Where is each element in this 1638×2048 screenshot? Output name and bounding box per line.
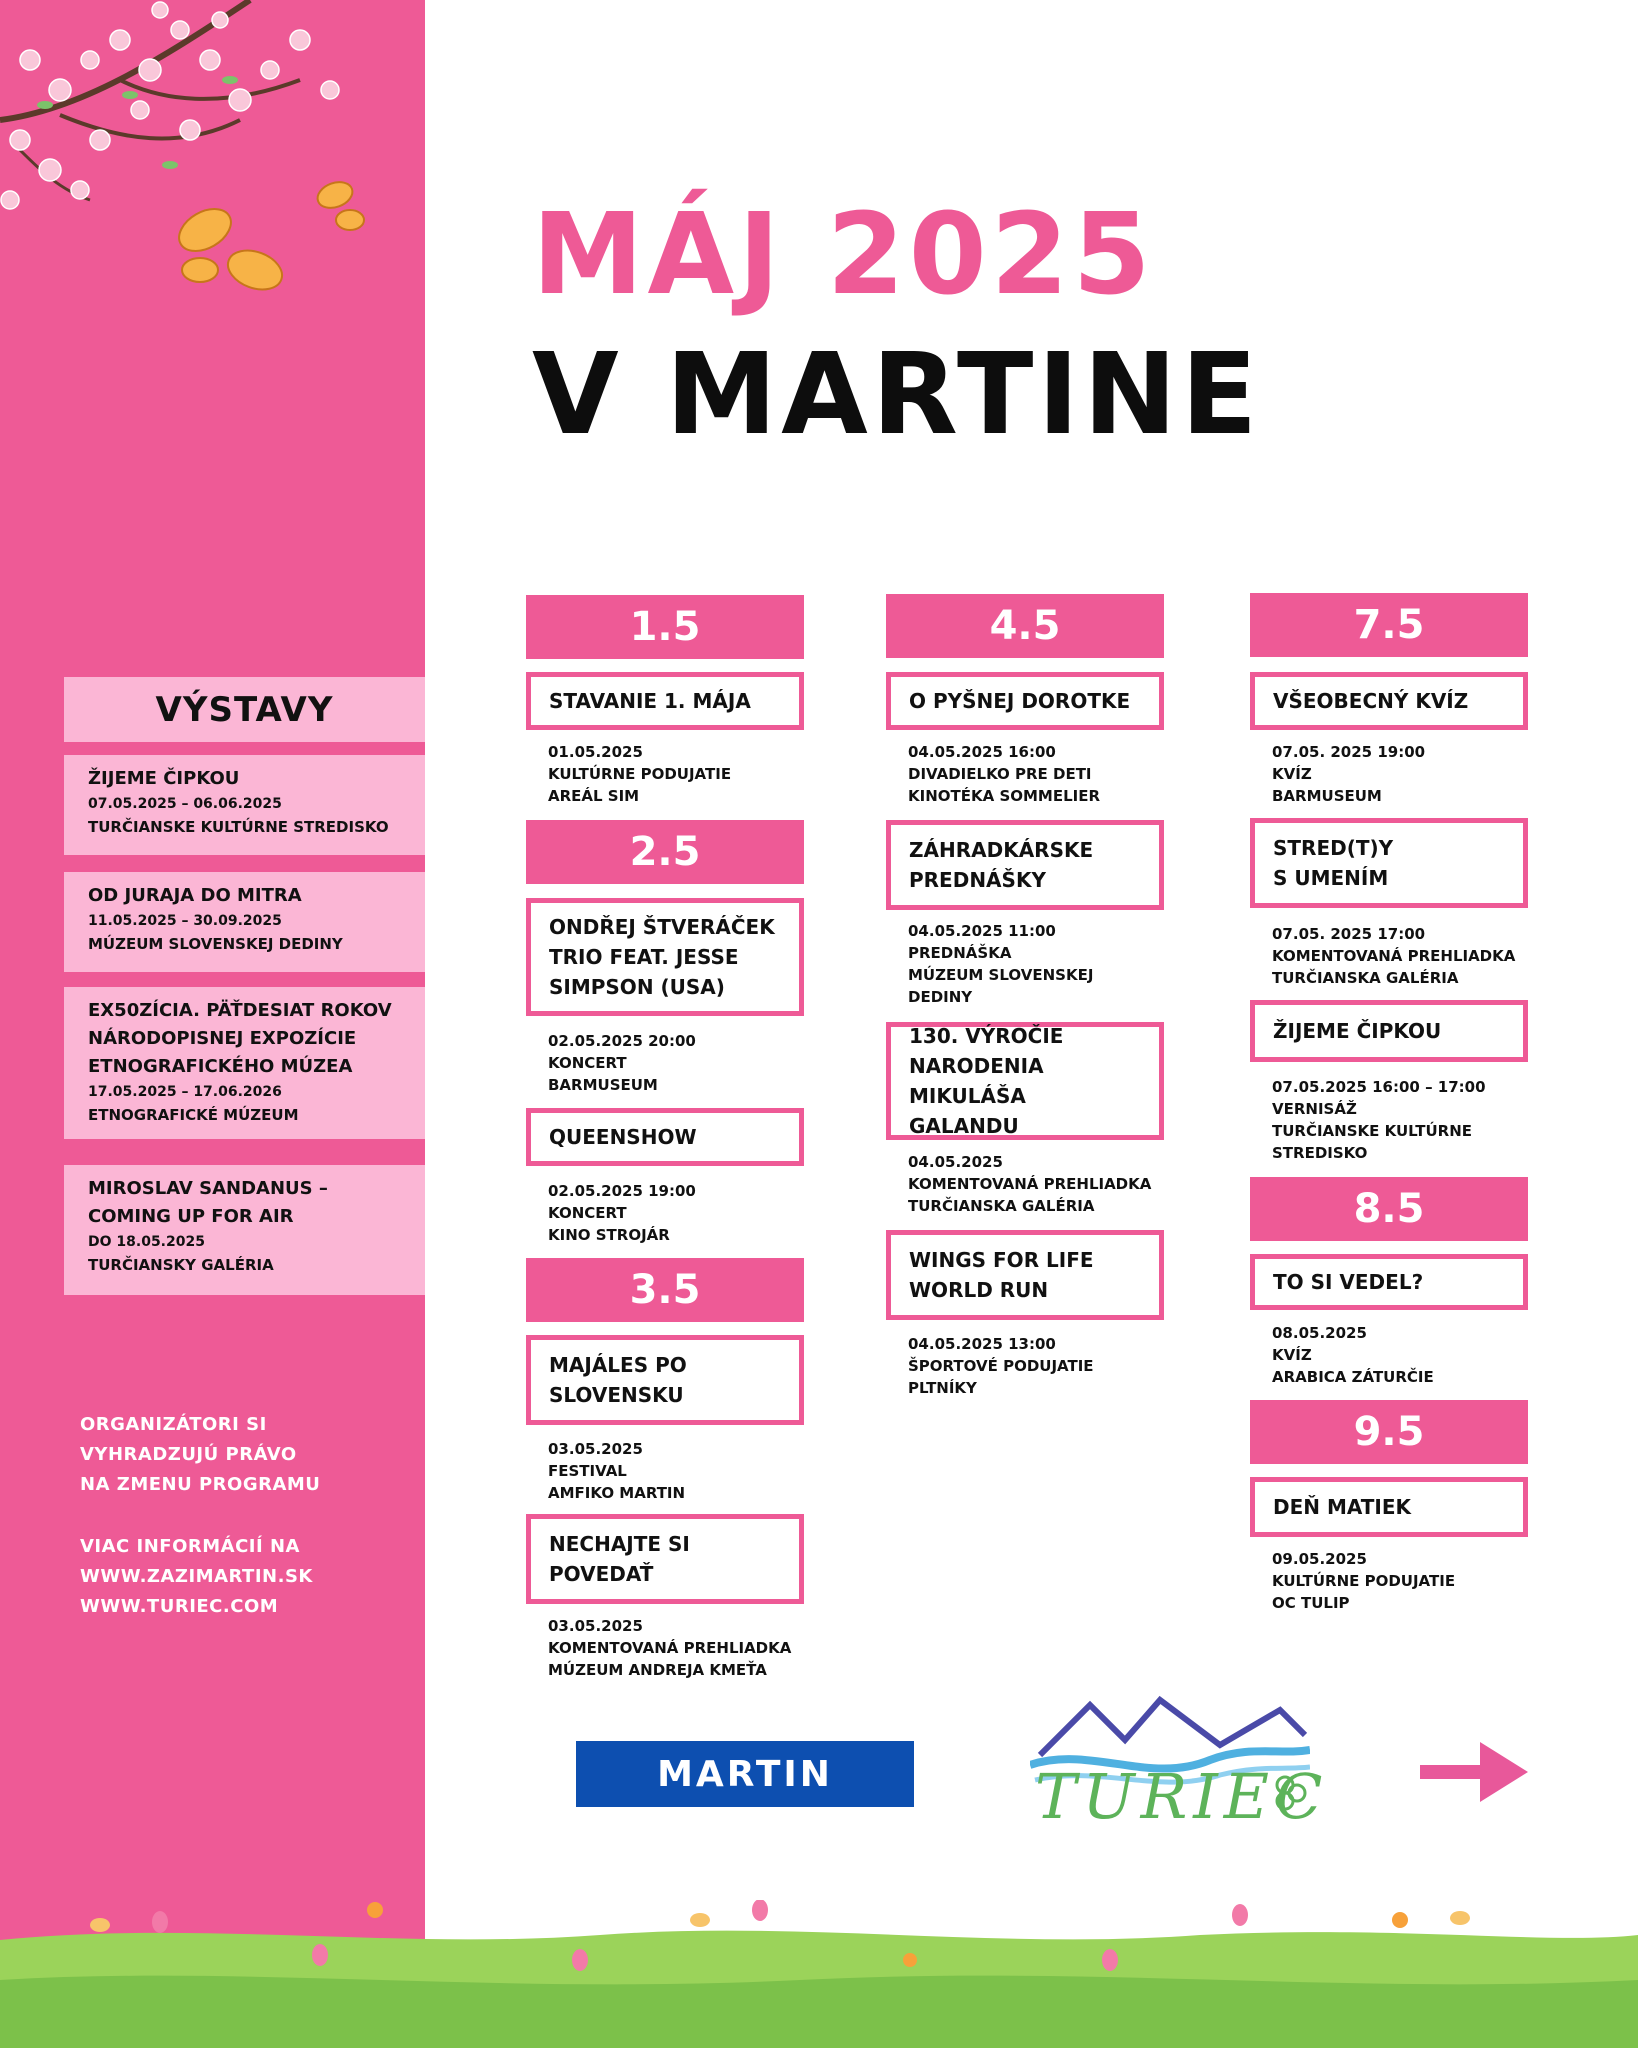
exhibition-item: [64, 1165, 425, 1295]
event-type: KONCERT: [548, 1204, 627, 1222]
event-date: 07.05. 2025 19:00: [1272, 743, 1426, 761]
exhibition-dates: 07.05.2025 – 06.06.2025: [88, 796, 282, 812]
event-title-box: [886, 1230, 1164, 1320]
event-date: 04.05.2025: [908, 1153, 1003, 1171]
event-title: WINGS FOR LIFE: [909, 1248, 1094, 1272]
event-title-box: [1250, 672, 1528, 730]
event-place: TURČIANSKE KULTÚRNE: [1272, 1122, 1472, 1140]
exhibition-place: MÚZEUM SLOVENSKEJ DEDINY: [88, 935, 343, 953]
event-date: 04.05.2025 16:00: [908, 743, 1056, 761]
event-type: KULTÚRNE PODUJATIE: [1272, 1572, 1456, 1590]
event-title-box: [1250, 818, 1528, 908]
event-type: ŠPORTOVÉ PODUJATIE: [908, 1357, 1094, 1375]
exhibition-dates: DO 18.05.2025: [88, 1234, 205, 1250]
day-header: 9.5: [1250, 1400, 1528, 1464]
event-details: [1272, 741, 1562, 807]
event-details: [1272, 1322, 1562, 1388]
event-date: 04.05.2025 13:00: [908, 1335, 1056, 1353]
event-place: TURČIANSKA GALÉRIA: [908, 1197, 1095, 1215]
event-date: 03.05.2025: [548, 1440, 643, 1458]
event-title: PREDNÁŠKY: [909, 868, 1046, 892]
event-title-box: [886, 1022, 1164, 1140]
disclaimer-line: ORGANIZÁTORI SI: [80, 1414, 267, 1435]
event-place: ARABICA ZÁTURČIE: [1272, 1368, 1434, 1386]
event-date: 03.05.2025: [548, 1617, 643, 1635]
event-title: ŽIJEME ČIPKOU: [1273, 1019, 1442, 1043]
event-place: AMFIKO MARTIN: [548, 1484, 686, 1502]
event-title-box: [526, 1335, 804, 1425]
event-title-box: [886, 672, 1164, 730]
page-subtitle: V MARTINE: [532, 330, 1262, 460]
event-date: 07.05.2025 16:00 – 17:00: [1272, 1078, 1486, 1096]
event-type: FESTIVAL: [548, 1462, 627, 1480]
event-title: DEŇ MATIEK: [1273, 1495, 1412, 1519]
event-place: BARMUSEUM: [548, 1076, 658, 1094]
martin-logo: MARTIN: [576, 1741, 914, 1807]
event-title-box: [526, 898, 804, 1016]
event-title: STRED(T)Y: [1273, 836, 1394, 860]
event-type: PREDNÁŠKA: [908, 944, 1012, 962]
event-title-box: [1250, 1254, 1528, 1310]
exhibitions-heading: VÝSTAVY: [64, 677, 425, 742]
disclaimer-note: [80, 1410, 410, 1500]
event-place: PLTNÍKY: [908, 1379, 977, 1397]
grass-decoration: [0, 1900, 1638, 2048]
event-title-box: [1250, 1000, 1528, 1062]
event-date: 01.05.2025: [548, 743, 643, 761]
more-info-line: VIAC INFORMÁCIÍ NA: [80, 1536, 300, 1557]
event-title: NECHAJTE SI: [549, 1532, 690, 1556]
arrow-right-icon[interactable]: [1420, 1737, 1530, 1807]
event-date: 09.05.2025: [1272, 1550, 1367, 1568]
day-header: 7.5: [1250, 593, 1528, 657]
event-date: 04.05.2025 11:00: [908, 922, 1056, 940]
event-title-box: [886, 820, 1164, 910]
event-title-box: [526, 1514, 804, 1604]
event-place: KINO STROJÁR: [548, 1226, 670, 1244]
event-details: [548, 1180, 838, 1246]
exhibition-name: EX50ZÍCIA. PÄŤDESIAT ROKOV NÁRODOPISNEJ EXPOZÍCIE ETNOGRAFICKÉHO MÚZEA: [88, 1000, 392, 1077]
event-title: STAVANIE 1. MÁJA: [549, 689, 751, 713]
event-details: [548, 1438, 838, 1504]
event-title: ZÁHRADKÁRSKE: [909, 838, 1094, 862]
turiec-logo: TURIEC: [1035, 1760, 1329, 1833]
event-type: VERNISÁŽ: [1272, 1100, 1357, 1118]
sidebar: [0, 0, 425, 2048]
event-details: [1272, 1548, 1562, 1614]
day-header: 4.5: [886, 594, 1164, 658]
event-details: [908, 1151, 1198, 1217]
event-details: [548, 741, 838, 807]
event-title-box: [526, 672, 804, 730]
event-type: DIVADIELKO PRE DETI: [908, 765, 1092, 783]
butterfly-icon: [172, 178, 364, 297]
event-type: KVÍZ: [1272, 1346, 1312, 1364]
day-header: 1.5: [526, 595, 804, 659]
event-date: 08.05.2025: [1272, 1324, 1367, 1342]
event-place: DEDINY: [908, 988, 973, 1006]
event-title: MIKULÁŠA GALANDU: [909, 1084, 1026, 1138]
event-title: TO SI VEDEL?: [1273, 1270, 1424, 1294]
event-date: 02.05.2025 20:00: [548, 1032, 696, 1050]
event-type: KULTÚRNE PODUJATIE: [548, 765, 732, 783]
event-title: 130. VÝROČIE: [909, 1024, 1064, 1048]
day-header: 8.5: [1250, 1177, 1528, 1241]
event-title: SLOVENSKU: [549, 1383, 684, 1407]
butterfly-icon: [90, 1911, 1470, 1932]
website-link[interactable]: WWW.TURIEC.COM: [80, 1596, 279, 1617]
disclaimer-line: VYHRADZUJÚ PRÁVO: [80, 1444, 297, 1465]
event-details: [548, 1615, 838, 1681]
event-title: TRIO FEAT. JESSE: [549, 945, 739, 969]
event-title-box: [1250, 1477, 1528, 1537]
exhibition-item: [64, 987, 425, 1139]
event-date: 07.05. 2025 17:00: [1272, 925, 1426, 943]
event-details: [908, 741, 1198, 807]
exhibition-place: ETNOGRAFICKÉ MÚZEUM: [88, 1106, 299, 1124]
event-title: POVEDAŤ: [549, 1562, 654, 1586]
more-info-note: [80, 1532, 410, 1622]
event-date: 02.05.2025 19:00: [548, 1182, 696, 1200]
event-title: ONDŘEJ ŠTVERÁČEK: [549, 915, 775, 939]
event-type: KOMENTOVANÁ PREHLIADKA: [908, 1175, 1152, 1193]
event-place: MÚZEUM ANDREJA KMEŤA: [548, 1661, 767, 1679]
event-type: KOMENTOVANÁ PREHLIADKA: [548, 1639, 792, 1657]
event-place: STREDISKO: [1272, 1144, 1368, 1162]
event-type: KONCERT: [548, 1054, 627, 1072]
page-title: MÁJ 2025: [532, 190, 1155, 320]
event-title: MAJÁLES PO: [549, 1353, 687, 1377]
event-details: [1272, 923, 1562, 989]
exhibition-name: ŽIJEME ČIPKOU: [88, 768, 240, 789]
exhibition-name: OD JURAJA DO MITRA: [88, 885, 302, 906]
disclaimer-line: NA ZMENU PROGRAMU: [80, 1474, 321, 1495]
event-title: VŠEOBECNÝ KVÍZ: [1273, 689, 1469, 713]
exhibition-place: TURČIANSKE KULTÚRNE STREDISKO: [88, 818, 389, 836]
event-details: [548, 1030, 838, 1096]
day-header: 3.5: [526, 1258, 804, 1322]
event-place: AREÁL SIM: [548, 787, 640, 805]
event-title: WORLD RUN: [909, 1278, 1049, 1302]
event-type: KVÍZ: [1272, 765, 1312, 783]
event-details: [1272, 1076, 1562, 1164]
event-place: BARMUSEUM: [1272, 787, 1382, 805]
event-title: SIMPSON (USA): [549, 975, 725, 999]
event-details: [908, 920, 1198, 1008]
event-type: KOMENTOVANÁ PREHLIADKA: [1272, 947, 1516, 965]
exhibition-place: TURČIANSKY GALÉRIA: [88, 1256, 274, 1274]
event-title: NARODENIA: [909, 1054, 1044, 1078]
event-place: TURČIANSKA GALÉRIA: [1272, 969, 1459, 987]
exhibition-name: MIROSLAV SANDANUS – COMING UP FOR AIR: [88, 1178, 328, 1227]
event-title: QUEENSHOW: [549, 1125, 697, 1149]
exhibition-item: [64, 872, 425, 972]
event-title-box: [526, 1108, 804, 1166]
event-title: S UMENÍM: [1273, 866, 1389, 890]
event-place: KINOTÉKA SOMMELIER: [908, 787, 1101, 805]
blossom-branch-icon: [0, 0, 400, 300]
exhibition-item: [64, 755, 425, 855]
event-details: [908, 1333, 1198, 1399]
day-header: 2.5: [526, 820, 804, 884]
event-title: O PYŠNEJ DOROTKE: [909, 689, 1131, 713]
event-place: MÚZEUM SLOVENSKEJ: [908, 966, 1094, 984]
event-place: OC TULIP: [1272, 1594, 1350, 1612]
exhibition-dates: 17.05.2025 – 17.06.2026: [88, 1084, 282, 1100]
website-link[interactable]: WWW.ZAZIMARTIN.SK: [80, 1566, 313, 1587]
exhibition-dates: 11.05.2025 – 30.09.2025: [88, 913, 282, 929]
